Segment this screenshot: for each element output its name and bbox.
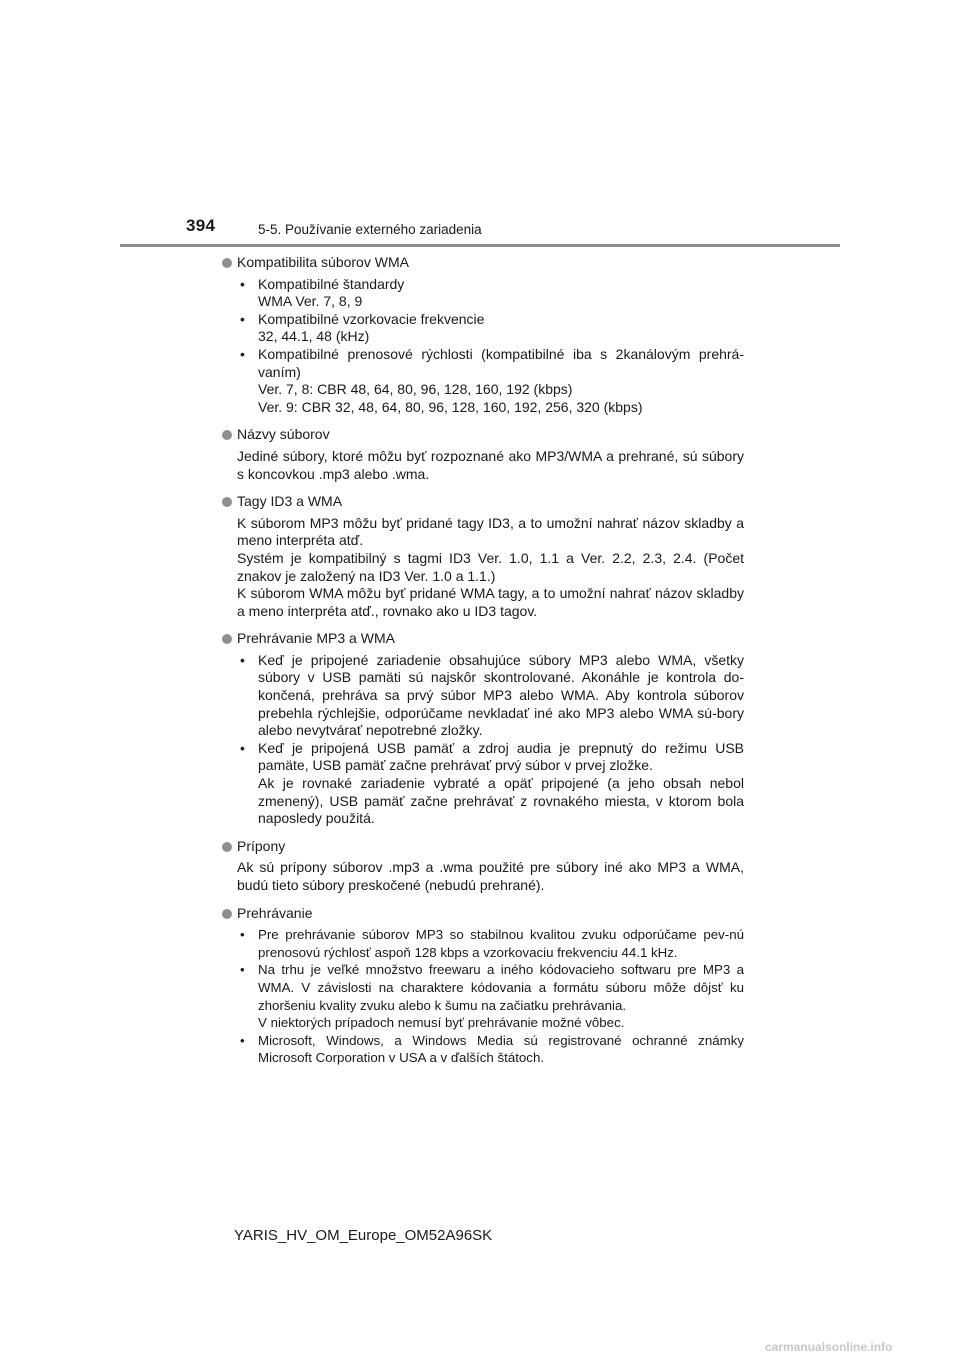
page-number: 394 (186, 216, 216, 235)
chapter-title: 5-5. Používanie externého zariadenia (258, 222, 482, 237)
list-item: • Microsoft, Windows, a Windows Media sú registrované ochranné známky Microsoft Corporation v USA a v ďalších štátoch. (232, 1032, 744, 1067)
list-item: • Keď je pripojená USB pamäť a zdroj audia je prepnutý do režimu USB pamäte, USB pamäť začne prehrávať prvý súbor v prvej zložke. Ak je rovnaké zariadenie vybraté a opäť pripojené (a jeho obsah nebol zmenený), USB pamäť začne prehrávať z rovnakého miesta, v ktorom bola naposledy použitá. (232, 740, 744, 828)
section-heading: Názvy súborov (222, 426, 744, 444)
list-item: • Pre prehrávanie súborov MP3 so stabilnou kvalitou zvuku odporúčame pev-nú prenosovú rýchlosť aspoň 128 kbps a vzorkovaciu frekvenciu 44.1 kHz. (232, 926, 744, 961)
list-item: • Kompatibilné vzorkovacie frekvencie 32, 44.1, 48 (kHz) (232, 311, 744, 346)
page-content (222, 254, 744, 1077)
section-id3-wma-tags (222, 493, 744, 620)
circle-bullet-icon (222, 430, 232, 440)
paragraph: K súborom WMA môžu byť pridané WMA tagy, a to umožní nahrať názov skladby a meno interpréta atď., rovnako ako u ID3 tagov. (237, 585, 744, 619)
section-heading: Tagy ID3 a WMA (222, 493, 744, 511)
circle-bullet-icon (222, 842, 232, 852)
list-item: • Kompatibilné prenosové rýchlosti (kompatibilné iba s 2kanálovým prehrá-vaním) Ver. 7, 8: CBR 48, 64, 80, 96, 128, 160, 192 (kbps) Ver. 9: CBR 32, 48, 64, 80, 96, 128, 160, 192, 256, 320 (kbps) (232, 346, 744, 416)
section-extensions (222, 838, 744, 895)
section-heading: Prípony (222, 838, 744, 856)
circle-bullet-icon (222, 497, 232, 507)
section-mp3-wma-playback (222, 630, 744, 828)
circle-bullet-icon (222, 634, 232, 644)
section-heading: Prehrávanie (222, 905, 744, 923)
header-divider (120, 244, 840, 247)
document-code: YARIS_HV_OM_Europe_OM52A96SK (234, 1227, 493, 1244)
list-item: • Kompatibilné štandardy WMA Ver. 7, 8, 9 (232, 276, 744, 311)
paragraph: Jediné súbory, ktoré môžu byť rozpoznané ako MP3/WMA a prehrané, sú súbory s koncovkou .mp3 alebo .wma. (237, 447, 744, 482)
list-item: • Keď je pripojené zariadenie obsahujúce súbory MP3 alebo WMA, všetky súbory v USB pamäti sú najskôr skontrolované. Akonáhle je kontrola do-končená, prehráva sa prvý súbor MP3 alebo WMA. Aby kontrola súborov prebehla rýchlejšie, odporúčame nevkladať iné ako MP3 alebo WMA sú-bory alebo nevytvárať nepotrebné zložky. (232, 652, 744, 740)
paragraph: Ak sú prípony súborov .mp3 a .wma použité pre súbory iné ako MP3 a WMA, budú tieto súbory preskočené (nebudú prehrané). (237, 859, 744, 893)
circle-bullet-icon (222, 909, 232, 919)
list-item: • Na trhu je veľké množstvo freewaru a iného kódovacieho softwaru pre MP3 a WMA. V závislosti na charaktere kódovania a formátu súboru môže dôjsť ku zhoršeniu kvality zvuku alebo k šumu na začiatku prehrávania. V niektorých prípadoch nemusí byť prehrávanie možné vôbec. (232, 961, 744, 1031)
paragraph: Systém je kompatibilný s tagmi ID3 Ver. 1.0, 1.1 a Ver. 2.2, 2.3, 2.4. (Počet znakov je založený na ID3 Ver. 1.0 a 1.1.) (237, 549, 744, 584)
circle-bullet-icon (222, 258, 232, 268)
section-playback (222, 905, 744, 1067)
section-file-names (222, 426, 744, 483)
section-heading: Kompatibilita súborov WMA (222, 254, 744, 272)
section-heading: Prehrávanie MP3 a WMA (222, 630, 744, 648)
paragraph: K súborom MP3 môžu byť pridané tagy ID3, a to umožní nahrať názov skladby a meno interpréta atď. (237, 514, 744, 549)
section-wma-compatibility (222, 254, 744, 416)
watermark: carmanualsonline.info (765, 1340, 893, 1354)
